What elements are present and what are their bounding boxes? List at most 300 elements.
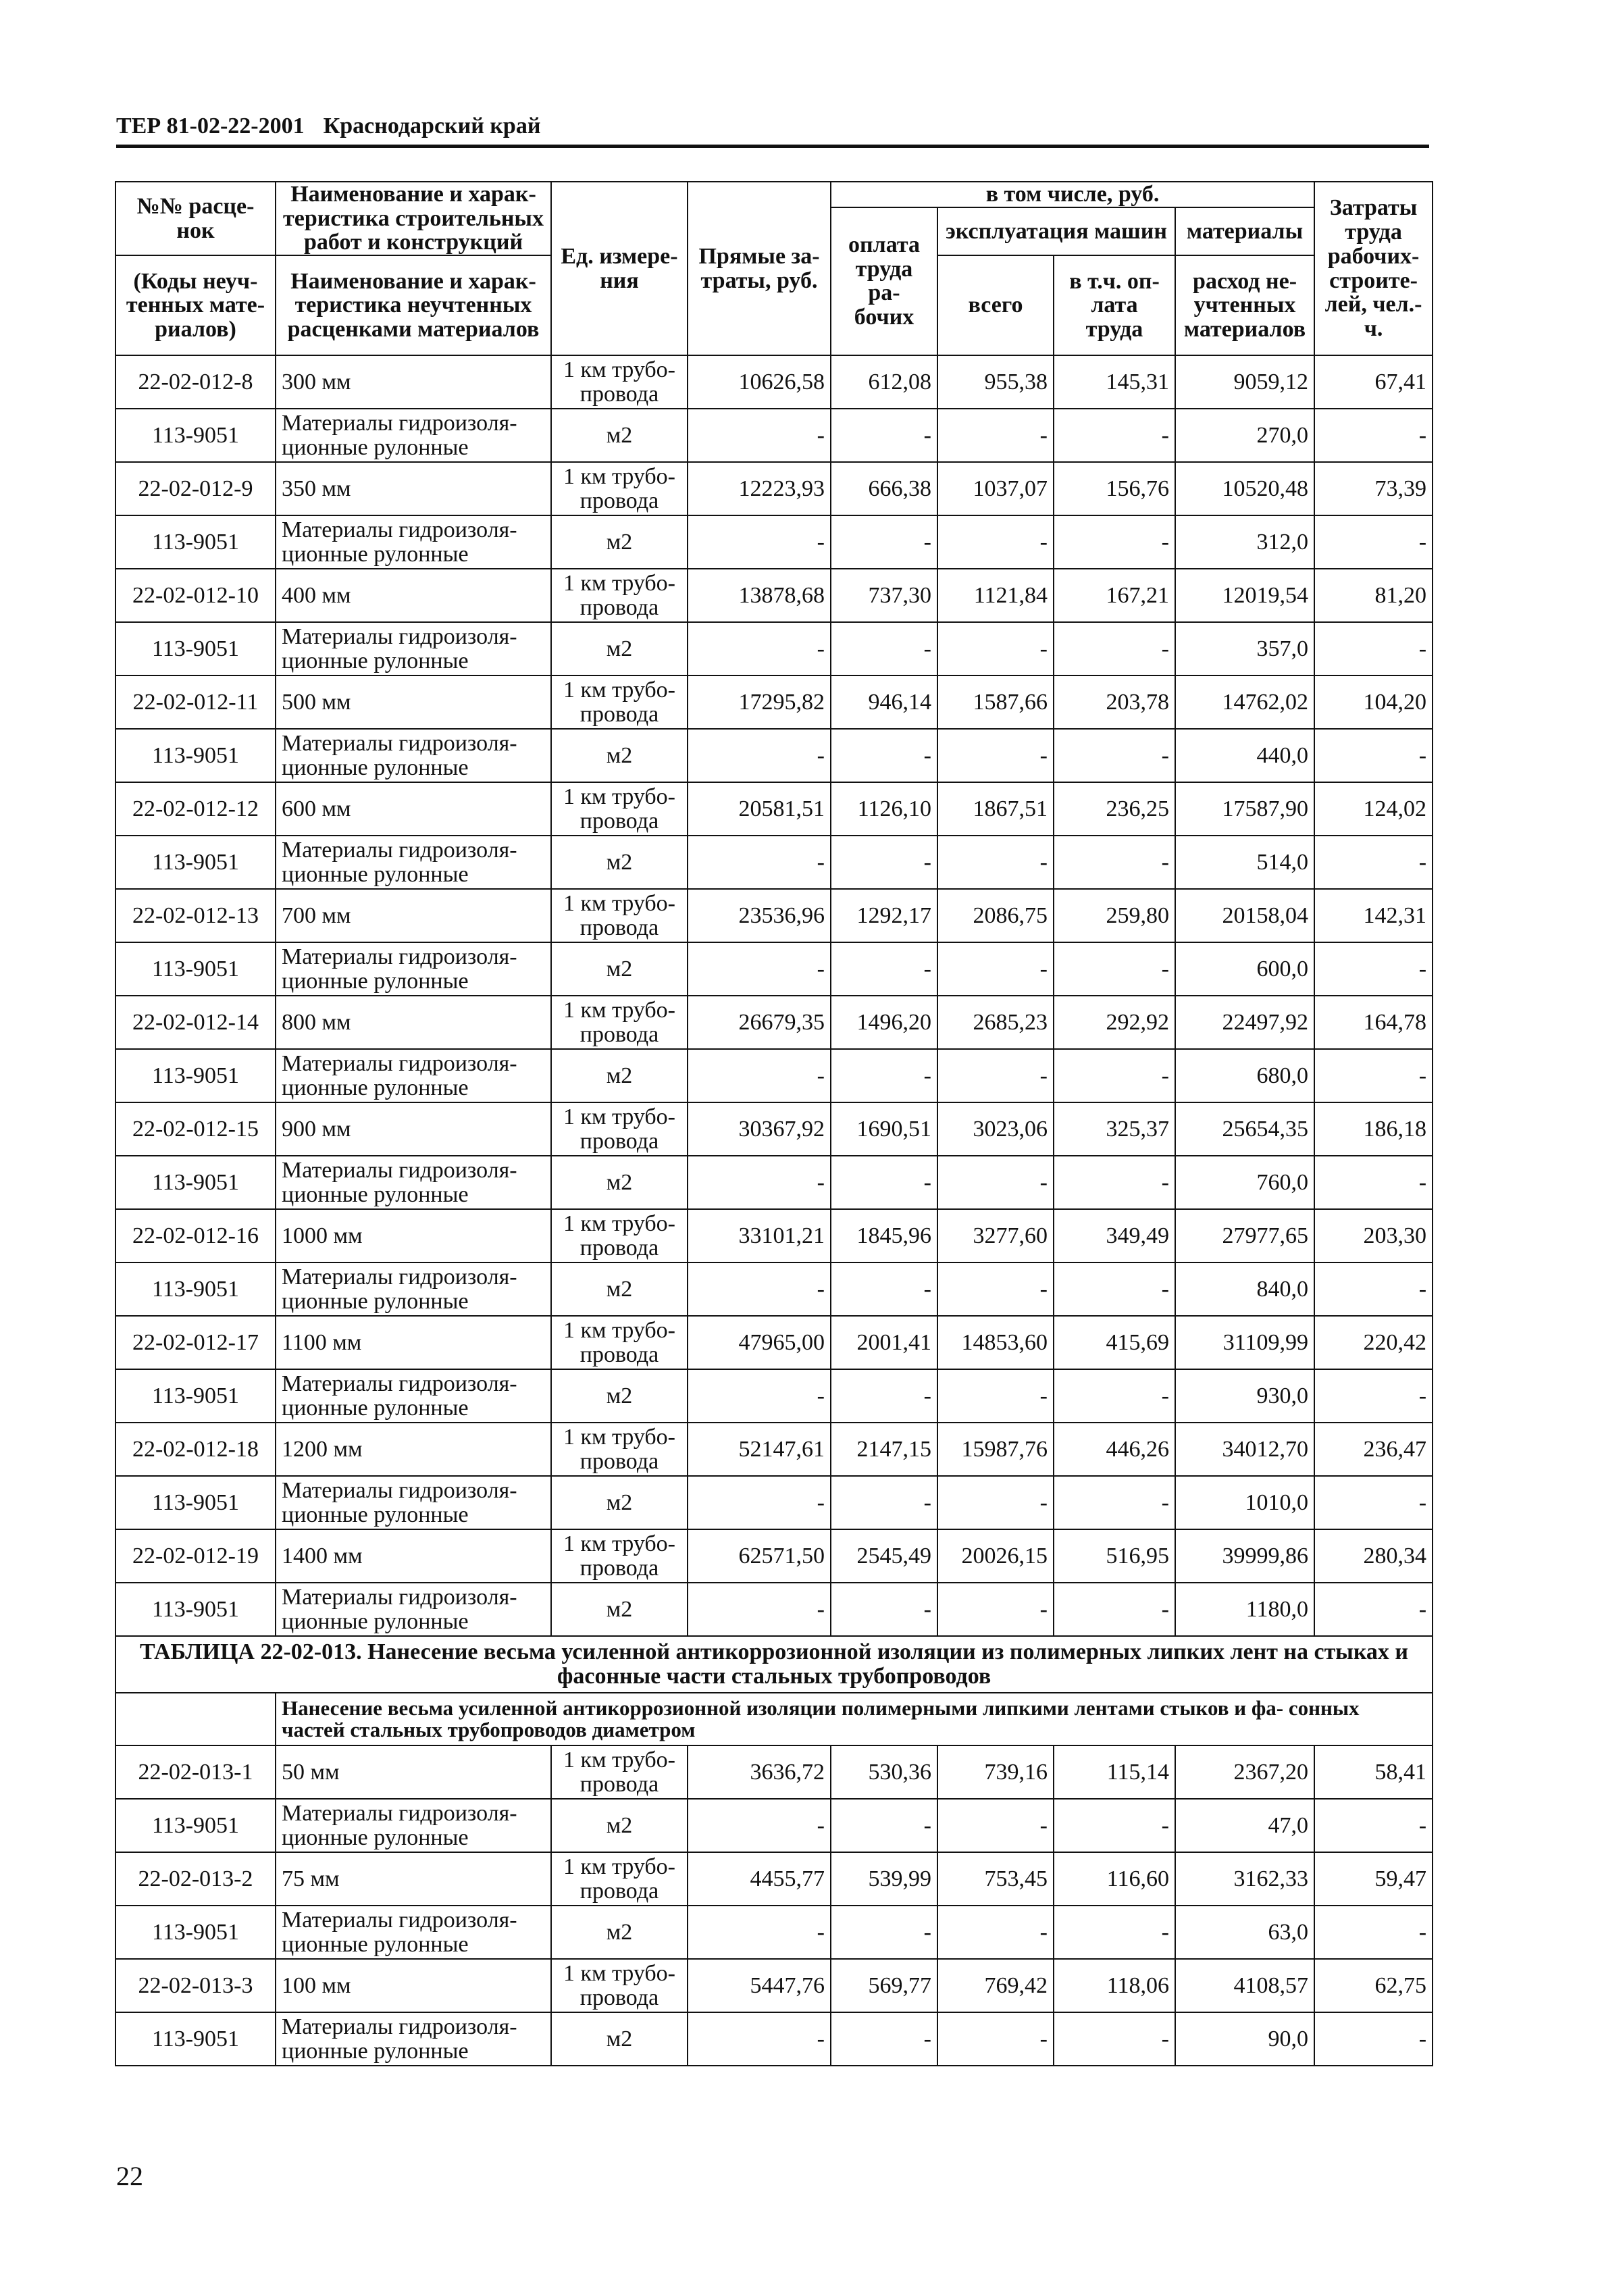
cell-mach-labor: 292,92	[1054, 996, 1175, 1049]
cell-name: Материалы гидроизоля- ционные рулонные	[276, 1262, 551, 1316]
cell-name: Материалы гидроизоля- ционные рулонные	[276, 836, 551, 889]
cell-labor: -	[831, 1799, 937, 1852]
cell-name: Материалы гидроизоля- ционные рулонные	[276, 1156, 551, 1209]
table-row	[115, 1959, 1433, 2012]
cell-name: Материалы гидроизоля- ционные рулонные	[276, 2012, 551, 2066]
cell-code: 22-02-013-3	[115, 1959, 276, 2012]
cell-name: Материалы гидроизоля- ционные рулонные	[276, 515, 551, 569]
cell-labor: -	[831, 836, 937, 889]
cell-unit: м2	[551, 2012, 688, 2066]
cell-unit: 1 км трубо- провода	[551, 1209, 688, 1262]
cell-direct: -	[688, 1476, 831, 1529]
table-row	[115, 1156, 1433, 1209]
cell-direct: 52147,61	[688, 1423, 831, 1476]
cell-unit: м2	[551, 1799, 688, 1852]
cell-mach: -	[937, 1049, 1054, 1102]
cell-hours: -	[1314, 1156, 1433, 1209]
col-code-top: №№ расце- нок	[115, 182, 276, 255]
cell-mat: 20158,04	[1175, 889, 1314, 942]
group-title: Нанесение весьма усиленной антикоррозионной изоляции полимерными липкими лентами стыков и фа- сонных частей стальных трубопроводов диаметром	[276, 1693, 1433, 1745]
cell-code: 22-02-012-16	[115, 1209, 276, 1262]
cell-mat: 10520,48	[1175, 462, 1314, 515]
cell-labor: 666,38	[831, 462, 937, 515]
cell-name: 350 мм	[276, 462, 551, 515]
cell-direct: -	[688, 1369, 831, 1423]
cell-name: 400 мм	[276, 569, 551, 622]
cell-hours: -	[1314, 515, 1433, 569]
cell-direct: -	[688, 1049, 831, 1102]
cell-direct: -	[688, 622, 831, 675]
cell-hours: -	[1314, 409, 1433, 462]
cell-labor: -	[831, 515, 937, 569]
cell-code: 22-02-012-14	[115, 996, 276, 1049]
cell-hours: 280,34	[1314, 1529, 1433, 1583]
cell-hours: 81,20	[1314, 569, 1433, 622]
cell-name: Материалы гидроизоля- ционные рулонные	[276, 1369, 551, 1423]
cell-mach-labor: 145,31	[1054, 355, 1175, 409]
cell-mat: 312,0	[1175, 515, 1314, 569]
table-row	[115, 675, 1433, 729]
cell-mach: -	[937, 1906, 1054, 1959]
cell-mat: 1180,0	[1175, 1583, 1314, 1636]
cell-hours: -	[1314, 942, 1433, 996]
cell-labor: 1126,10	[831, 782, 937, 836]
cell-mach: 739,16	[937, 1745, 1054, 1799]
cell-name: 700 мм	[276, 889, 551, 942]
cell-unit: 1 км трубо- провода	[551, 996, 688, 1049]
cell-mach: -	[937, 622, 1054, 675]
cell-labor: 1690,51	[831, 1102, 937, 1156]
cell-mach: 3277,60	[937, 1209, 1054, 1262]
group-empty-cell	[115, 1693, 276, 1745]
cell-mach-labor: 236,25	[1054, 782, 1175, 836]
cell-code: 22-02-012-10	[115, 569, 276, 622]
cell-labor: -	[831, 1476, 937, 1529]
cell-code: 113-9051	[115, 942, 276, 996]
cell-code: 113-9051	[115, 1262, 276, 1316]
cell-mach-labor: -	[1054, 1583, 1175, 1636]
cell-mach-labor: -	[1054, 836, 1175, 889]
cell-mach-labor: 325,37	[1054, 1102, 1175, 1156]
col-machines-total: всего	[937, 255, 1054, 355]
cell-name: Материалы гидроизоля- ционные рулонные	[276, 409, 551, 462]
cell-mat: 357,0	[1175, 622, 1314, 675]
table-row	[115, 409, 1433, 462]
cell-unit: 1 км трубо- провода	[551, 462, 688, 515]
table-row	[115, 1799, 1433, 1852]
cell-mach-labor: -	[1054, 942, 1175, 996]
cell-unit: 1 км трубо- провода	[551, 1959, 688, 2012]
cell-labor: -	[831, 2012, 937, 2066]
cell-mach: 1037,07	[937, 462, 1054, 515]
cell-mach: -	[937, 1583, 1054, 1636]
cell-mach: -	[937, 2012, 1054, 2066]
cell-mat: 4108,57	[1175, 1959, 1314, 2012]
cell-name: Материалы гидроизоля- ционные рулонные	[276, 729, 551, 782]
cell-code: 22-02-013-1	[115, 1745, 276, 1799]
cell-unit: 1 км трубо- провода	[551, 1316, 688, 1369]
cell-code: 22-02-013-2	[115, 1852, 276, 1906]
document-code: ТЕР 81-02-22-2001	[116, 113, 305, 138]
cell-mach: -	[937, 836, 1054, 889]
cell-hours: -	[1314, 836, 1433, 889]
cell-hours: 164,78	[1314, 996, 1433, 1049]
cell-mach: 20026,15	[937, 1529, 1054, 1583]
cell-mat: 760,0	[1175, 1156, 1314, 1209]
col-materials: материалы	[1175, 207, 1314, 255]
cell-labor: 1496,20	[831, 996, 937, 1049]
cell-direct: 5447,76	[688, 1959, 831, 2012]
cell-code: 22-02-012-9	[115, 462, 276, 515]
cell-name: 1200 мм	[276, 1423, 551, 1476]
cell-unit: м2	[551, 515, 688, 569]
cell-unit: 1 км трубо- провода	[551, 1745, 688, 1799]
table-row	[115, 942, 1433, 996]
cell-code: 113-9051	[115, 409, 276, 462]
cell-unit: 1 км трубо- провода	[551, 1852, 688, 1906]
cell-mat: 22497,92	[1175, 996, 1314, 1049]
cell-mach-labor: 167,21	[1054, 569, 1175, 622]
cell-hours: 73,39	[1314, 462, 1433, 515]
cell-mach-labor: 116,60	[1054, 1852, 1175, 1906]
cell-code: 22-02-012-11	[115, 675, 276, 729]
cell-code: 113-9051	[115, 1476, 276, 1529]
cell-mat: 3162,33	[1175, 1852, 1314, 1906]
cell-direct: 10626,58	[688, 355, 831, 409]
col-name-top: Наименование и харак- теристика строительных работ и конструкций	[276, 182, 551, 255]
cell-mach: 769,42	[937, 1959, 1054, 2012]
cell-code: 113-9051	[115, 1583, 276, 1636]
cell-unit: 1 км трубо- провода	[551, 1529, 688, 1583]
cell-hours: -	[1314, 2012, 1433, 2066]
cell-code: 22-02-012-13	[115, 889, 276, 942]
cell-name: Материалы гидроизоля- ционные рулонные	[276, 942, 551, 996]
cell-hours: 62,75	[1314, 1959, 1433, 2012]
cell-labor: 612,08	[831, 355, 937, 409]
cell-direct: 4455,77	[688, 1852, 831, 1906]
cell-name: 50 мм	[276, 1745, 551, 1799]
cell-mach-labor: 115,14	[1054, 1745, 1175, 1799]
cell-unit: 1 км трубо- провода	[551, 1423, 688, 1476]
col-name-bottom: Наименование и харак- теристика неучтенных расценками материалов	[276, 255, 551, 355]
cell-hours: 59,47	[1314, 1852, 1433, 1906]
cell-unit: м2	[551, 409, 688, 462]
cell-mat: 440,0	[1175, 729, 1314, 782]
cell-mach-labor: -	[1054, 1262, 1175, 1316]
cell-code: 22-02-012-8	[115, 355, 276, 409]
cell-code: 113-9051	[115, 1049, 276, 1102]
table-row	[115, 1529, 1433, 1583]
cell-labor: -	[831, 1262, 937, 1316]
cell-mat: 90,0	[1175, 2012, 1314, 2066]
cell-mach: -	[937, 1262, 1054, 1316]
table-row	[115, 1102, 1433, 1156]
page-number: 22	[116, 2161, 143, 2191]
cell-mat: 47,0	[1175, 1799, 1314, 1852]
cell-mach: 753,45	[937, 1852, 1054, 1906]
table-row	[115, 1745, 1433, 1799]
cell-name: 75 мм	[276, 1852, 551, 1906]
cell-mat: 17587,90	[1175, 782, 1314, 836]
cell-mach-labor: 415,69	[1054, 1316, 1175, 1369]
cell-mach-labor: -	[1054, 409, 1175, 462]
cell-unit: м2	[551, 1583, 688, 1636]
col-code-bottom: (Коды неуч- тенных мате- риалов)	[115, 255, 276, 355]
cell-mat: 9059,12	[1175, 355, 1314, 409]
cell-labor: 737,30	[831, 569, 937, 622]
cell-unit: 1 км трубо- провода	[551, 782, 688, 836]
cell-code: 113-9051	[115, 1369, 276, 1423]
cell-labor: 1845,96	[831, 1209, 937, 1262]
cell-mach: 15987,76	[937, 1423, 1054, 1476]
table-row	[115, 2012, 1433, 2066]
cell-labor: -	[831, 409, 937, 462]
cell-mach: -	[937, 942, 1054, 996]
cell-direct: -	[688, 942, 831, 996]
cell-code: 22-02-012-19	[115, 1529, 276, 1583]
cell-hours: 203,30	[1314, 1209, 1433, 1262]
cell-hours: 124,02	[1314, 782, 1433, 836]
cell-unit: м2	[551, 836, 688, 889]
rates-table	[115, 181, 1433, 2066]
table-row	[115, 1369, 1433, 1423]
cell-unit: м2	[551, 1156, 688, 1209]
table-row	[115, 889, 1433, 942]
cell-code: 22-02-012-18	[115, 1423, 276, 1476]
cell-hours: -	[1314, 1799, 1433, 1852]
region-name: Краснодарский край	[323, 113, 541, 138]
cell-labor: 530,36	[831, 1745, 937, 1799]
cell-labor: -	[831, 1906, 937, 1959]
cell-mach: -	[937, 515, 1054, 569]
col-machines: эксплуатация машин	[937, 207, 1175, 255]
cell-direct: -	[688, 409, 831, 462]
table-row	[115, 355, 1433, 409]
cell-unit: м2	[551, 1906, 688, 1959]
cell-direct: 23536,96	[688, 889, 831, 942]
cell-mat: 25654,35	[1175, 1102, 1314, 1156]
cell-mat: 31109,99	[1175, 1316, 1314, 1369]
cell-code: 113-9051	[115, 2012, 276, 2066]
cell-code: 113-9051	[115, 515, 276, 569]
table-row	[115, 622, 1433, 675]
cell-mat: 840,0	[1175, 1262, 1314, 1316]
cell-mach-labor: 446,26	[1054, 1423, 1175, 1476]
cell-hours: 186,18	[1314, 1102, 1433, 1156]
cell-direct: -	[688, 729, 831, 782]
cell-labor: -	[831, 1156, 937, 1209]
cell-code: 22-02-012-17	[115, 1316, 276, 1369]
table-row	[115, 569, 1433, 622]
cell-direct: -	[688, 836, 831, 889]
table-row	[115, 1209, 1433, 1262]
cell-direct: 17295,82	[688, 675, 831, 729]
cell-unit: 1 км трубо- провода	[551, 1102, 688, 1156]
cell-labor: -	[831, 1369, 937, 1423]
cell-mach: 2086,75	[937, 889, 1054, 942]
cell-hours: -	[1314, 1262, 1433, 1316]
cell-mat: 270,0	[1175, 409, 1314, 462]
cell-mach: 1587,66	[937, 675, 1054, 729]
cell-mach: 3023,06	[937, 1102, 1054, 1156]
cell-hours: 220,42	[1314, 1316, 1433, 1369]
cell-direct: 12223,93	[688, 462, 831, 515]
cell-mach-labor: 203,78	[1054, 675, 1175, 729]
cell-mat: 12019,54	[1175, 569, 1314, 622]
cell-hours: 58,41	[1314, 1745, 1433, 1799]
cell-name: Материалы гидроизоля- ционные рулонные	[276, 622, 551, 675]
cell-direct: 3636,72	[688, 1745, 831, 1799]
cell-hours: -	[1314, 729, 1433, 782]
table-row	[115, 1476, 1433, 1529]
section-title: ТАБЛИЦА 22-02-013. Нанесение весьма усиленной антикоррозионной изоляции из полимерных липких лент на стыках и фасонные части стальных трубопроводов	[115, 1636, 1433, 1693]
cell-direct: 62571,50	[688, 1529, 831, 1583]
cell-labor: 539,99	[831, 1852, 937, 1906]
cell-direct: -	[688, 515, 831, 569]
header-row	[115, 182, 1433, 207]
table-row	[115, 1262, 1433, 1316]
cell-mach: 1121,84	[937, 569, 1054, 622]
cell-code: 113-9051	[115, 1156, 276, 1209]
table-row	[115, 1316, 1433, 1369]
cell-mat: 39999,86	[1175, 1529, 1314, 1583]
cell-mat: 34012,70	[1175, 1423, 1314, 1476]
cell-mat: 600,0	[1175, 942, 1314, 996]
cell-direct: -	[688, 2012, 831, 2066]
cell-labor: -	[831, 729, 937, 782]
cell-hours: 67,41	[1314, 355, 1433, 409]
cell-labor: 569,77	[831, 1959, 937, 2012]
cell-name: 500 мм	[276, 675, 551, 729]
cell-hours: -	[1314, 1583, 1433, 1636]
cell-mach-labor: -	[1054, 1906, 1175, 1959]
cell-direct: -	[688, 1156, 831, 1209]
cell-name: Материалы гидроизоля- ционные рулонные	[276, 1049, 551, 1102]
cell-mach: -	[937, 1369, 1054, 1423]
cell-name: Материалы гидроизоля- ционные рулонные	[276, 1799, 551, 1852]
cell-mat: 514,0	[1175, 836, 1314, 889]
cell-direct: -	[688, 1799, 831, 1852]
cell-mach: -	[937, 1156, 1054, 1209]
cell-unit: 1 км трубо- провода	[551, 675, 688, 729]
table-row	[115, 836, 1433, 889]
table-row	[115, 729, 1433, 782]
col-machines-labor: в т.ч. оп- лата труда	[1054, 255, 1175, 355]
cell-mach-labor: 349,49	[1054, 1209, 1175, 1262]
cell-mach-labor: 156,76	[1054, 462, 1175, 515]
cell-code: 113-9051	[115, 729, 276, 782]
cell-name: Материалы гидроизоля- ционные рулонные	[276, 1906, 551, 1959]
table-body	[115, 182, 1433, 2066]
cell-name: 1400 мм	[276, 1529, 551, 1583]
cell-unit: 1 км трубо- провода	[551, 889, 688, 942]
cell-unit: м2	[551, 729, 688, 782]
cell-mach-labor: -	[1054, 1799, 1175, 1852]
cell-labor: 2545,49	[831, 1529, 937, 1583]
cell-mat: 63,0	[1175, 1906, 1314, 1959]
cell-mat: 680,0	[1175, 1049, 1314, 1102]
page-header	[116, 113, 1429, 148]
cell-hours: -	[1314, 1476, 1433, 1529]
cell-unit: 1 км трубо- провода	[551, 355, 688, 409]
col-direct: Прямые за- траты, руб.	[688, 182, 831, 355]
cell-labor: 2147,15	[831, 1423, 937, 1476]
cell-name: 300 мм	[276, 355, 551, 409]
cell-mach-labor: -	[1054, 622, 1175, 675]
cell-mat: 1010,0	[1175, 1476, 1314, 1529]
cell-code: 113-9051	[115, 1799, 276, 1852]
cell-code: 22-02-012-15	[115, 1102, 276, 1156]
cell-unit: м2	[551, 1369, 688, 1423]
cell-mach-labor: 118,06	[1054, 1959, 1175, 2012]
cell-name: 800 мм	[276, 996, 551, 1049]
cell-mach-labor: -	[1054, 2012, 1175, 2066]
cell-direct: 33101,21	[688, 1209, 831, 1262]
cell-unit: м2	[551, 942, 688, 996]
cell-code: 113-9051	[115, 836, 276, 889]
cell-unit: м2	[551, 622, 688, 675]
table-row	[115, 515, 1433, 569]
section-title-row	[115, 1636, 1433, 1693]
table-row	[115, 1583, 1433, 1636]
table-row	[115, 782, 1433, 836]
cell-mach-labor: -	[1054, 729, 1175, 782]
cell-labor: -	[831, 1583, 937, 1636]
cell-labor: 946,14	[831, 675, 937, 729]
col-labor-pay: оплата труда ра- бочих	[831, 207, 937, 355]
cell-direct: 26679,35	[688, 996, 831, 1049]
cell-mat: 27977,65	[1175, 1209, 1314, 1262]
cell-mat: 930,0	[1175, 1369, 1314, 1423]
table-row	[115, 1852, 1433, 1906]
cell-name: 600 мм	[276, 782, 551, 836]
table-row	[115, 462, 1433, 515]
cell-mach: -	[937, 1799, 1054, 1852]
cell-mach-labor: -	[1054, 515, 1175, 569]
col-unit: Ед. измере- ния	[551, 182, 688, 355]
cell-labor: 1292,17	[831, 889, 937, 942]
cell-labor: -	[831, 622, 937, 675]
cell-hours: 142,31	[1314, 889, 1433, 942]
cell-hours: 104,20	[1314, 675, 1433, 729]
cell-direct: 20581,51	[688, 782, 831, 836]
cell-name: 100 мм	[276, 1959, 551, 2012]
cell-labor: -	[831, 1049, 937, 1102]
cell-direct: 47965,00	[688, 1316, 831, 1369]
table-row	[115, 1049, 1433, 1102]
group-row	[115, 1693, 1433, 1745]
cell-name: 1000 мм	[276, 1209, 551, 1262]
table-row	[115, 996, 1433, 1049]
cell-direct: -	[688, 1583, 831, 1636]
cell-mach: 14853,60	[937, 1316, 1054, 1369]
cell-mach-labor: -	[1054, 1156, 1175, 1209]
cell-name: 1100 мм	[276, 1316, 551, 1369]
cell-labor: -	[831, 942, 937, 996]
cell-code: 113-9051	[115, 622, 276, 675]
cell-direct: -	[688, 1906, 831, 1959]
cell-name: Материалы гидроизоля- ционные рулонные	[276, 1476, 551, 1529]
cell-name: Материалы гидроизоля- ционные рулонные	[276, 1583, 551, 1636]
cell-direct: 30367,92	[688, 1102, 831, 1156]
cell-hours: -	[1314, 622, 1433, 675]
cell-mach: 1867,51	[937, 782, 1054, 836]
cell-labor: 2001,41	[831, 1316, 937, 1369]
cell-direct: 13878,68	[688, 569, 831, 622]
cell-mach: -	[937, 729, 1054, 782]
cell-mach-labor: -	[1054, 1369, 1175, 1423]
cell-hours: -	[1314, 1906, 1433, 1959]
